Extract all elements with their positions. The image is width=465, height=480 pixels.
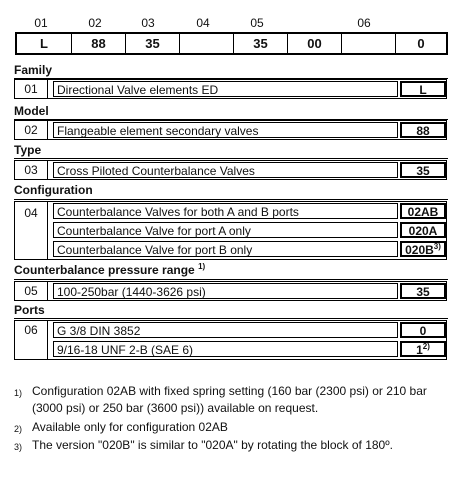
- position-number-03: 03: [141, 16, 155, 30]
- ports-row-1-desc: G 3/8 DIN 3852: [53, 322, 398, 338]
- position-number-06: 06: [357, 16, 371, 30]
- family-row-desc: Directional Valve elements ED: [53, 81, 398, 97]
- family-title: Family: [14, 63, 53, 77]
- footnote-3-number: 3): [14, 442, 23, 452]
- ports-row-2-desc: 9/16-18 UNF 2-B (SAE 6): [53, 341, 398, 357]
- code-cell-02: 88: [91, 36, 106, 51]
- configuration-code: 04: [15, 202, 48, 259]
- family-row-value: L: [400, 81, 446, 97]
- footnote-ref-1: 1): [198, 262, 206, 271]
- footnote-3-text: The version "020B" is similar to "020A" by rotating the block of 180º.: [32, 438, 393, 452]
- footnote-ref-2: 2): [422, 342, 430, 351]
- code-cell-07: 0: [417, 36, 425, 51]
- code-cell-06a: 00: [307, 36, 322, 51]
- type-row-value: 35: [400, 162, 446, 178]
- code-cell-04: [180, 34, 233, 53]
- code-cell-01: L: [40, 36, 48, 51]
- configuration-row-1-value: 02AB: [400, 203, 446, 219]
- configuration-row-2-value: 020A: [400, 222, 446, 238]
- ordering-code-box: [15, 32, 448, 55]
- configuration-row-2-desc: Counterbalance Valve for port A only: [53, 222, 398, 238]
- pressure-title: [14, 263, 205, 277]
- configuration-table: [14, 201, 447, 260]
- model-title: Model: [14, 104, 49, 118]
- type-code: 03: [15, 161, 48, 179]
- type-title: Type: [14, 143, 42, 157]
- configuration-row-1-desc: Counterbalance Valves for both A and B ports: [53, 203, 398, 219]
- type-row-desc: Cross Piloted Counterbalance Valves: [53, 162, 398, 178]
- model-table: [14, 120, 447, 140]
- pressure-code: 05: [15, 282, 48, 300]
- pressure-table: [14, 281, 447, 301]
- pressure-row-desc: 100-250bar (1440-3626 psi): [53, 283, 398, 299]
- configuration-row-3-desc: Counterbalance Valve for port B only: [53, 241, 398, 257]
- code-cell-06b: [342, 34, 395, 53]
- configuration-row-3-value-text: 020B: [405, 243, 434, 257]
- family-table: [14, 79, 447, 99]
- position-number-02: 02: [88, 16, 102, 30]
- model-code: 02: [15, 121, 48, 139]
- code-cell-03: 35: [145, 36, 160, 51]
- configuration-title: Configuration: [14, 183, 93, 197]
- footnote-2-text: Available only for configuration 02AB: [32, 420, 228, 434]
- footnote-3: [14, 437, 454, 473]
- position-number-05: 05: [250, 16, 264, 30]
- family-code: 01: [15, 80, 48, 98]
- footnote-1-number: 1): [14, 388, 23, 398]
- ports-row-1-value: 0: [400, 322, 446, 338]
- code-cell-05: 35: [253, 36, 268, 51]
- footnote-2-number: 2): [14, 424, 23, 434]
- position-number-01: 01: [34, 16, 48, 30]
- model-row-value: 88: [400, 122, 446, 138]
- ports-row-2-value: [400, 341, 446, 357]
- ports-title: Ports: [14, 303, 45, 317]
- footnote-ref-3: 3): [433, 242, 441, 251]
- pressure-row-value: 35: [400, 283, 446, 299]
- position-number-04: 04: [196, 16, 210, 30]
- ports-row-2-value-text: 1: [416, 343, 423, 357]
- footnote-2: [14, 419, 454, 437]
- ports-code: 06: [15, 321, 48, 359]
- type-table: [14, 160, 447, 180]
- configuration-row-3-value: [400, 241, 446, 257]
- footnote-1: [14, 383, 454, 419]
- ports-table: [14, 320, 447, 360]
- pressure-title-text: Counterbalance pressure range: [14, 263, 195, 277]
- model-row-desc: Flangeable element secondary valves: [53, 122, 398, 138]
- footnote-1-text: Configuration 02AB with fixed spring setting (160 bar (2300 psi) or 210 bar (3000 psi) or 250 bar (3600 psi)) available on request.: [32, 384, 427, 415]
